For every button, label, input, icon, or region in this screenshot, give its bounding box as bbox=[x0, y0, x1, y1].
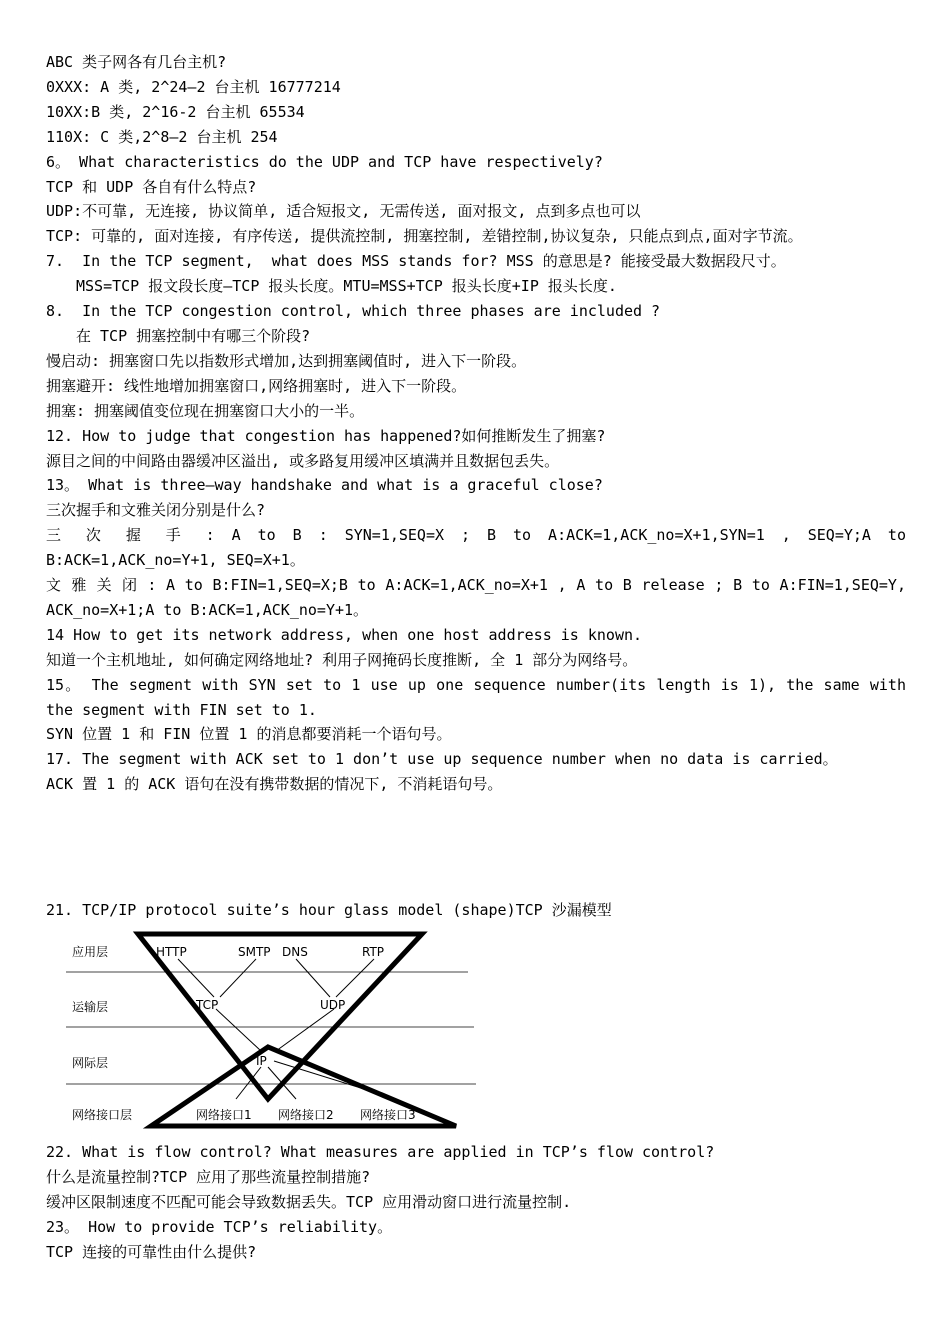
question-22: 22. What is flow control? What measures are applied in TCP’s flow control? bbox=[46, 1143, 715, 1162]
question-7: 7. In the TCP segment, what does MSS stands for? MSS 的意思是? 能接受最大数据段尺寸。 bbox=[46, 252, 786, 271]
question-14: 14 How to get its network address, when one host address is known. bbox=[46, 625, 643, 644]
link-udp-ip bbox=[276, 1009, 334, 1051]
protocol-tcp: TCP bbox=[196, 998, 219, 1013]
question-23: 23。 How to provide TCP’s reliability。 bbox=[46, 1217, 393, 1236]
text-line: 10XX:B 类, 2^16-2 台主机 65534 bbox=[46, 102, 305, 121]
text-line: TCP 和 UDP 各自有什么特点? bbox=[46, 177, 257, 196]
protocol-udp: UDP bbox=[320, 998, 346, 1013]
protocol-ip: IP bbox=[256, 1054, 267, 1069]
question-15: 15。 The segment with SYN set to 1 use up one sequence number(its length is 1), the same with the segment with FIN set to 1. bbox=[46, 675, 916, 719]
text-line: 拥塞: 拥塞阈值变位现在拥塞窗口大小的一半。 bbox=[46, 401, 365, 420]
text-line: ABC 类子网各有几台主机? bbox=[46, 53, 227, 71]
layer-label-transport: 运输层 bbox=[72, 1000, 109, 1015]
link-ip-if3 bbox=[274, 1061, 396, 1099]
text-line: UDP:不可靠, 无连接, 协议简单, 适合短报文, 无需传送, 面对报文, 点到多点也可以 bbox=[46, 202, 641, 221]
text-line: 缓冲区限制速度不匹配可能会导致数据丢失。TCP 应用滑动窗口进行流量控制. bbox=[46, 1192, 572, 1211]
layer-label-interface: 网络接口层 bbox=[72, 1108, 133, 1123]
layer-label-app: 应用层 bbox=[72, 945, 109, 960]
text-line: 文 雅 关 闭 : A to B:FIN=1,SEQ=X;B to A:ACK=1,ACK_no=X+1 , A to B release ; B to A:FIN=1,SEQ=Y, ACK_no=X+1;A to B:ACK=1,ACK_no=Y+1。 bbox=[46, 576, 916, 619]
question-12: 12. How to judge that congestion has happened?如何推断发生了拥塞? bbox=[46, 426, 606, 445]
blank-space bbox=[46, 797, 906, 898]
question-6: 6。 What characteristics do the UDP and TCP have respectively? bbox=[46, 152, 603, 171]
link-dns-udp bbox=[296, 959, 330, 997]
interface-2: 网络接口2 bbox=[278, 1108, 334, 1123]
question-17: 17. The segment with ACK set to 1 don’t use up sequence number when no data is carried。 bbox=[46, 750, 838, 769]
text-line: ACK 置 1 的 ACK 语句在没有携带数据的情况下, 不消耗语句号。 bbox=[46, 775, 503, 794]
question-13: 13。 What is three—way handshake and what is a graceful close? bbox=[46, 476, 603, 495]
document-page bbox=[46, 50, 916, 1265]
text-line: 三 次 握 手 : A to B : SYN=1,SEQ=X ; B to A:ACK=1,ACK_no=X+1,SYN=1 , SEQ=Y;A to B:ACK=1,ACK_no=Y+1, SEQ=X+1。 bbox=[46, 526, 916, 570]
text-line: 拥塞避开: 线性地增加拥塞窗口,网络拥塞时, 进入下一阶段。 bbox=[46, 376, 467, 395]
text-line: 110X: C 类,2^8—2 台主机 254 bbox=[46, 127, 278, 146]
text-line: 源目之间的中间路由器缓冲区溢出, 或多路复用缓冲区填满并且数据包丢失。 bbox=[46, 451, 560, 470]
protocol-rtp: RTP bbox=[362, 945, 385, 960]
text-line: 三次握手和文雅关闭分别是什么? bbox=[46, 501, 266, 520]
protocol-http: HTTP bbox=[156, 945, 187, 960]
text-line: 什么是流量控制?TCP 应用了那些流量控制措施? bbox=[46, 1168, 371, 1186]
interface-1: 网络接口1 bbox=[196, 1108, 252, 1123]
protocol-smtp: SMTP bbox=[238, 945, 271, 960]
question-8: 8. In the TCP congestion control, which three phases are included ? bbox=[46, 302, 661, 321]
text-line: 慢启动: 拥塞窗口先以指数形式增加,达到拥塞阈值时, 进入下一阶段。 bbox=[46, 351, 527, 370]
text-line: TCP: 可靠的, 面对连接, 有序传送, 提供流控制, 拥塞控制, 差错控制,协议复杂, 只能点到点,面对字节流。 bbox=[46, 227, 803, 246]
interface-3: 网络接口3 bbox=[360, 1108, 416, 1123]
hourglass-svg bbox=[56, 929, 476, 1134]
text-line: MSS=TCP 报文段长度—TCP 报头长度。MTU=MSS+TCP 报头长度+IP 报头长度. bbox=[76, 277, 617, 296]
text-line: TCP 连接的可靠性由什么提供? bbox=[46, 1242, 257, 1261]
text-line: SYN 位置 1 和 FIN 位置 1 的消息都要消耗一个语句号。 bbox=[46, 725, 452, 744]
question-21: 21. TCP/IP protocol suite’s hour glass model (shape)TCP 沙漏模型 bbox=[46, 901, 612, 920]
layer-label-network: 网际层 bbox=[72, 1056, 109, 1071]
text-line: 0XXX: A 类, 2^24—2 台主机 16777214 bbox=[46, 77, 341, 96]
text-line: 知道一个主机地址, 如何确定网络地址? 利用子网掩码长度推断, 全 1 部分为网络号。 bbox=[46, 650, 638, 669]
text-line: 在 TCP 拥塞控制中有哪三个阶段? bbox=[76, 326, 311, 345]
link-smtp-tcp bbox=[220, 959, 256, 997]
protocol-dns: DNS bbox=[282, 945, 308, 960]
hourglass-diagram bbox=[56, 929, 476, 1134]
